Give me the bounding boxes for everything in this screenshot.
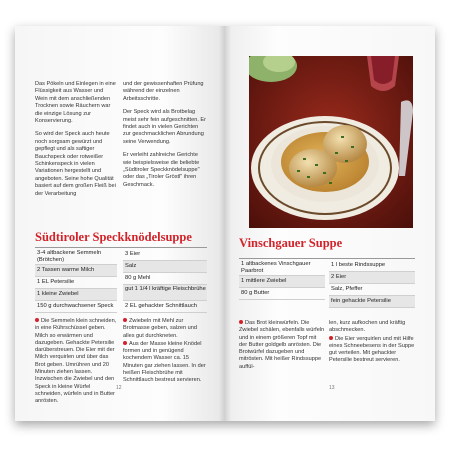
ingredient-row: 1 EL Petersilie bbox=[35, 277, 117, 289]
ingredient-row: 80 g Mehl bbox=[123, 273, 207, 285]
open-cookbook bbox=[15, 26, 435, 421]
step-text: Aus der Masse kleine Knödel formen und in genügend kochendem Wasser ca. 15 Minuten gar ziehen lassen. In der heißen Fleischbrühe mit Schnittlauch bestreut servieren. bbox=[123, 340, 206, 384]
ingredient-row: 1 mittlere Zwiebel bbox=[239, 276, 325, 288]
ingredients-right-column bbox=[329, 260, 415, 308]
ingredients-right-column bbox=[123, 249, 207, 313]
step-text: Die Eier verquirlen und mit Hilfe eines Schneebesens in der Suppe gut verteilen. Mit gehackter Petersilie bestreut servieren. bbox=[329, 335, 415, 364]
ingredient-row: 2 Tassen warme Milch bbox=[35, 265, 117, 277]
step-bullet-icon bbox=[329, 336, 333, 340]
step bbox=[123, 341, 207, 385]
ingredients-left-column bbox=[35, 249, 117, 313]
title-rule bbox=[239, 258, 415, 259]
ingredient-row: fein gehackte Petersilie bbox=[329, 296, 415, 308]
ingredient-row: 1 altbackenes Vinschgauer Paarbrot bbox=[239, 260, 325, 276]
recipe-title-vinschgauer: Vinschgauer Suppe bbox=[239, 236, 343, 250]
intro-paragraph: Er verleiht zahlreiche Gerichte wie beispielsweise die beliebte „Südtiroler Speckknödelsuppe" oder das „Tiroler Gröstl" ihren Geschmack. bbox=[123, 152, 200, 188]
step-bullet-icon bbox=[123, 341, 127, 345]
intro-paragraph: Das Pökeln und Einlegen in eine Flüssigkeit aus Wasser und Wein mit dem anschließenden Trocknen sowie Räuchern war die einzige Lösung zur Konservierung. bbox=[35, 81, 116, 125]
step-text: Das Brot kleinwürfeln. Die Zwiebel schälen, ebenfalls würfeln und in einem größeren Topf mit der Butter goldgelb anrösten. Die Brotwürfel dazugeben und mitrösten. Mit heißer Rindssuppe auffül- bbox=[239, 320, 325, 370]
step bbox=[35, 318, 117, 406]
steps-column-2 bbox=[329, 320, 415, 366]
intro-paragraph: So wird der Speck auch heute noch sorgsam gewürzt und gepflegt und als saftiger Bauchspeck oder rotweißer Schinkenspeck in vielen Variationen hergestellt und angeboten. Seine hohe Qualität basiert auf dem großen Fleiß bei der Verarbeitung bbox=[35, 131, 116, 197]
ingredient-row: 3 Eier bbox=[123, 249, 207, 261]
ingredient-row: gut 1 1/4 l kräftige Fleischbrühe bbox=[123, 285, 207, 301]
steps-column-1 bbox=[35, 318, 117, 407]
step bbox=[239, 320, 325, 371]
title-rule bbox=[35, 247, 207, 248]
intro-column-1 bbox=[35, 81, 117, 204]
soup-bowl-image bbox=[249, 56, 413, 228]
ingredient-row: 150 g durchwachsener Speck bbox=[35, 301, 117, 313]
intro-column-2 bbox=[123, 81, 207, 195]
ingredient-row: 3-4 altbackene Semmeln (Brötchen) bbox=[35, 249, 117, 265]
ingredient-row: 1 l beste Rindssuppe bbox=[329, 260, 415, 272]
step bbox=[329, 336, 415, 365]
steps-column-1 bbox=[239, 320, 325, 372]
ingredient-row: Salz bbox=[123, 261, 207, 273]
ingredient-row: Salz, Pfeffer bbox=[329, 284, 415, 296]
left-page bbox=[15, 26, 225, 421]
recipe-title-speckknoedel: Südtiroler Speckknödelsuppe bbox=[35, 230, 192, 244]
right-page bbox=[225, 26, 435, 421]
ingredient-row: 1 kleine Zwiebel bbox=[35, 289, 117, 301]
steps-column-2 bbox=[123, 318, 207, 386]
step-bullet-icon bbox=[35, 318, 39, 322]
ingredient-row: 2 Eier bbox=[329, 272, 415, 284]
step-bullet-icon bbox=[239, 320, 243, 324]
ingredient-row: 80 g Butter bbox=[239, 288, 325, 300]
page-number: 13 bbox=[329, 385, 335, 391]
step-text: Zwiebeln mit Mehl zur Brotmasse geben, salzen und alles gut durchkneten. bbox=[123, 318, 198, 339]
step-text: Die Semmeln klein schneiden, in eine Rührschüssel geben. Milch so erwärmen und dazugeben. Gehackte Petersilie darüberstreuen. Die Eier mit der Milch verquirlen und über das Brot geben. Umrühren und 20 Minuten ziehen lassen. Inzwischen die Zwiebel und den Speck in kleine Würfel schneiden, würfeln und in Butter anrösten. bbox=[35, 318, 117, 405]
intro-paragraph: und der gewissenhaften Prüfung während der einzelnen Arbeitsschritte. bbox=[123, 81, 204, 102]
step-bullet-icon bbox=[123, 318, 127, 322]
page-number: 12 bbox=[116, 385, 122, 391]
ingredient-row: 2 EL gehackter Schnittlauch bbox=[123, 301, 207, 313]
ingredients-left-column bbox=[239, 260, 325, 300]
intro-paragraph: Der Speck wird als Brotbelag meist sehr fein aufgeschnitten. Er findet auch in vielen Gerichten zur geschmacklichen Abrundung seine Verwendung. bbox=[123, 109, 207, 145]
step bbox=[123, 318, 207, 340]
soup-photo bbox=[249, 56, 413, 228]
step bbox=[329, 320, 415, 335]
step-text: len, kurz aufkochen und kräftig abschmecken. bbox=[329, 320, 406, 334]
